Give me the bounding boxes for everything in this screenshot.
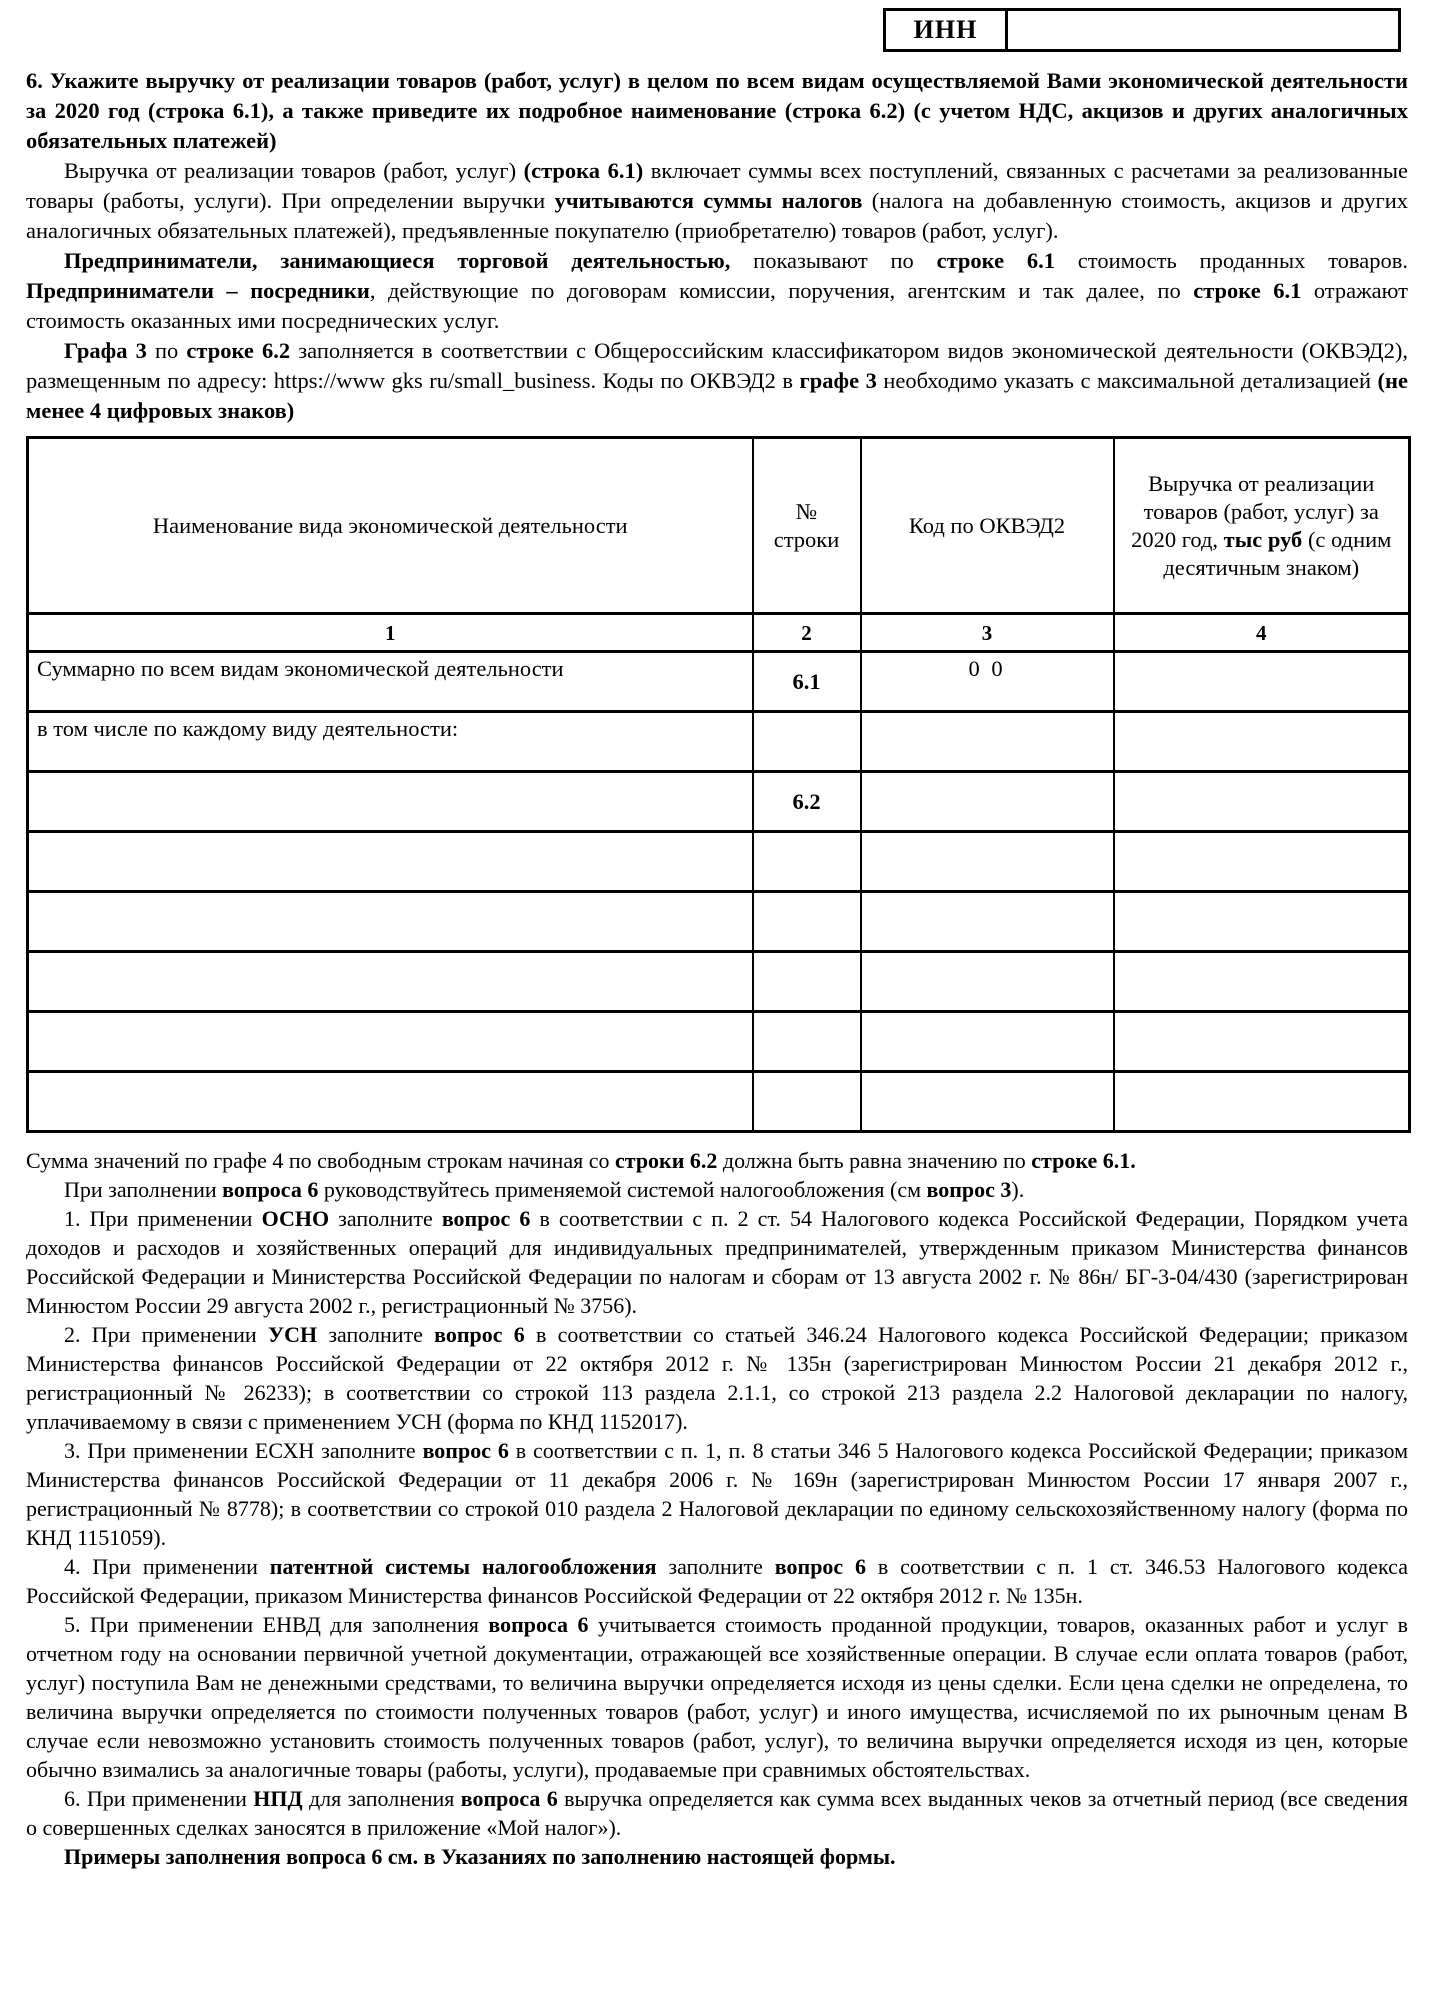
bold-text: УСН [267, 1322, 318, 1347]
document-content [0, 66, 1434, 1871]
okved-code-cell[interactable] [861, 1072, 1114, 1132]
table-row [28, 1072, 1410, 1132]
line-number-cell[interactable] [753, 892, 861, 952]
table-row [28, 832, 1410, 892]
bold-text: строке 6.1 [1193, 278, 1302, 303]
table-header [28, 438, 1410, 652]
text: учитывается стоимость проданной продукции, товаров, оказанных работ и услуг в отчетном году на основании первичной учетной документации, отражающей все хозяйственные операции. В случае если оплата товаров (работ, услуг) поступила Вам не денежными средствами, то величина выручки определяется исходя из цены сделки. Если цена сделки не определена, то величина выручки определяется по стоимости полученных товаров (работ, услуг) и иного имущества, исчисляемой по их рыночным ценам В случае если невозможно установить стоимость полученных товаров (работ, услуг), то величина выручки определяется исходя из цен, которые обычно взимались за аналогичные товары (работы, услуги), продаваемые при сравнимых обстоятельствах. [26, 1612, 1409, 1782]
revenue-value-cell[interactable] [1114, 772, 1410, 832]
okved-code-cell: 0 0 [861, 652, 1114, 712]
activity-name-cell: в том числе по каждому виду деятельности: [28, 712, 753, 772]
inn-box [883, 8, 1401, 52]
revenue-value-cell[interactable] [1114, 652, 1410, 712]
text: руководствуйтесь применяемой системой налогообложения (см [318, 1177, 927, 1202]
table-row [28, 892, 1410, 952]
bold-text: вопрос 6 [441, 1206, 531, 1231]
intro-paragraph-1 [26, 156, 1408, 246]
okved-code-cell[interactable] [861, 892, 1114, 952]
revenue-value-cell[interactable] [1114, 1072, 1410, 1132]
okved-code-cell[interactable] [861, 712, 1114, 772]
text: 3. При применении ЕСХН заполните [64, 1438, 423, 1463]
text: для заполнения [302, 1786, 461, 1811]
table-row [28, 652, 1410, 712]
table-row [28, 772, 1410, 832]
line-number-cell[interactable] [753, 1072, 861, 1132]
note-6-npd [26, 1784, 1408, 1842]
text: отражают стоимость оказанных ими посреднических услуг. [26, 278, 1409, 333]
line-number-cell[interactable] [753, 712, 861, 772]
text: заполняется в соответствии с Общероссийским классификатором видов экономической деятельности (ОКВЭД2), размещенным по адресу: https://www gks ru/small_business. Коды по ОКВЭД2 в [26, 338, 1408, 393]
inn-label: ИНН [886, 11, 1008, 49]
bold-text: строки 6.2 [614, 1148, 718, 1173]
bold-text: (строка 6.1) [523, 158, 644, 183]
header-okved-code: Код по ОКВЭД2 [861, 438, 1114, 614]
okved-code-cell[interactable] [861, 832, 1114, 892]
bold-text: тыс руб [1223, 526, 1303, 552]
column-number-1: 1 [28, 614, 753, 652]
text: выручка определяется как сумма всех выданных чеков за отчетный период (все сведения о совершенных сделках заносятся в приложение «Мой налог»). [26, 1786, 1408, 1840]
line-number-cell: 6.1 [753, 652, 861, 712]
inn-value-field[interactable] [1008, 11, 1398, 49]
line-number-cell: 6.2 [753, 772, 861, 832]
activity-name-cell[interactable] [28, 772, 753, 832]
okved-code-cell[interactable] [861, 772, 1114, 832]
bold-text: строке 6.1. [1031, 1148, 1136, 1173]
question-6-heading [26, 66, 1408, 156]
text: 1. При применении [64, 1206, 262, 1231]
activity-name-cell[interactable] [28, 832, 753, 892]
bold-text: ОСНО [261, 1206, 330, 1231]
note-2-usn [26, 1320, 1408, 1436]
table-header-row [28, 438, 1410, 614]
text: заполните [656, 1554, 775, 1579]
text: 2. При применении [64, 1322, 268, 1347]
note-examples [26, 1842, 1408, 1871]
revenue-value-cell[interactable] [1114, 832, 1410, 892]
text: в соответствии со статьей 346.24 Налогового кодекса Российской Федерации; приказом Министерства финансов Российской Федерации от 22 октября 2012 г. № 135н (зарегистрирован Минюстом России 21 декабря 2012 г., регистрационный № 26233); в соответствии со строкой 113 раздела 2.1.1, со строкой 213 раздела 2.2 Налоговой декларации по налогу, уплачиваемому в связи с применением УСН (форма по КНД 1152017). [26, 1322, 1409, 1434]
bold-text: вопрос 6 [774, 1554, 867, 1579]
text: заполните [317, 1322, 435, 1347]
bold-text: учитываются суммы налогов [554, 188, 863, 213]
note-4-patent [26, 1552, 1408, 1610]
text: показывают по [730, 248, 937, 273]
header-revenue [1114, 438, 1410, 614]
text: , действующие по договорам комиссии, поручения, агентским и так далее, по [369, 278, 1194, 303]
revenue-value-cell[interactable] [1114, 1012, 1410, 1072]
note-3-eshn [26, 1436, 1408, 1552]
okved-code-cell[interactable] [861, 1012, 1114, 1072]
bold-text: вопрос 6 [422, 1438, 509, 1463]
table-row [28, 712, 1410, 772]
revenue-value-cell[interactable] [1114, 712, 1410, 772]
text: Выручка от реализации товаров (работ, услуг) [64, 158, 524, 183]
bold-text: графе 3 [799, 368, 877, 393]
table-row [28, 1012, 1410, 1072]
bold-text: вопроса 6 [460, 1786, 558, 1811]
text: в соответствии с п. 2 ст. 54 Налогового кодекса Российской Федерации, Порядком учета доходов и расходов и хозяйственных операций для индивидуальных предпринимателей, утвержденным приказом Министерства финансов Российской Федерации и Министерства Российской Федерации по налогам и сборам от 13 августа 2002 г. № 86н/ БГ-3-04/430 (зарегистрирован Минюстом России 29 августа 2002 г., регистрационный № 3756). [26, 1206, 1409, 1318]
intro-paragraph-3 [26, 336, 1408, 426]
bold-text: патентной системы налогообложения [269, 1554, 657, 1579]
okved-code-cell[interactable] [861, 952, 1114, 1012]
bold-text: Предприниматели, занимающиеся торговой деятельностью, [64, 248, 731, 273]
activity-revenue-table [26, 436, 1411, 1133]
bold-text: (не менее 4 цифровых знаков) [26, 368, 1408, 423]
header-line-number: № строки [753, 438, 861, 614]
line-number-cell[interactable] [753, 1012, 861, 1072]
text: (налога на добавленную стоимость, акцизов и других аналогичных обязательных платежей), предъявленные покупателю (приобретателю) товаров (работ, услуг). [26, 188, 1408, 243]
text: по [146, 338, 187, 363]
bold-text: Графа 3 [64, 338, 147, 363]
text: 4. При применении [64, 1554, 270, 1579]
bold-text: строке 6.1 [936, 248, 1055, 273]
text: Выручка от реализации товаров (работ, услуг) за 2020 год, [1131, 470, 1379, 552]
activity-name-cell[interactable] [28, 892, 753, 952]
bold-text: Предприниматели – посредники [26, 278, 370, 303]
header-activity-name: Наименование вида экономической деятельности [28, 438, 753, 614]
note-sum-rule [26, 1146, 1408, 1175]
line-number-cell[interactable] [753, 952, 861, 1012]
bold-text: 6. Укажите выручку от реализации товаров (работ, услуг) в целом по всем видам осуществляемой Вами экономической деятельности за 2020 год (строка 6.1), а также приведите их подробное наименование (строка 6.2) (с учетом НДС, акцизов и других аналогичных обязательных платежей) [26, 68, 1408, 153]
text: При заполнении [64, 1177, 223, 1202]
text: должна быть равна значению по [717, 1148, 1032, 1173]
text: необходимо указать с максимальной детализацией [876, 368, 1378, 393]
column-number-3: 3 [861, 614, 1114, 652]
line-number-cell[interactable] [753, 832, 861, 892]
activity-name-cell[interactable] [28, 1072, 753, 1132]
bold-text: вопрос 3 [926, 1177, 1012, 1202]
activity-name-cell[interactable] [28, 1012, 753, 1072]
text: стоимость проданных товаров. [1055, 248, 1408, 273]
text: включает суммы всех поступлений, связанных с расчетами за реализованные товары (работы, услуги). При определении выручки [26, 158, 1408, 213]
bold-text: НПД [253, 1786, 303, 1811]
note-tax-system [26, 1175, 1408, 1204]
bold-text: Примеры заполнения вопроса 6 см. в Указаниях по заполнению настоящей формы. [64, 1844, 896, 1869]
bold-text: строке 6.2 [186, 338, 291, 363]
activity-table-body [28, 652, 1410, 1132]
text: (с одним десятичным знаком) [1163, 526, 1392, 580]
notes-section [26, 1146, 1408, 1871]
text: 5. При применении ЕНВД для заполнения [64, 1612, 489, 1637]
text: в соответствии с п. 1 ст. 346.53 Налогового кодекса Российской Федерации, приказом Министерства финансов Российской Федерации от 22 октября 2012 г. № 135н. [26, 1554, 1408, 1608]
activity-name-cell[interactable] [28, 952, 753, 1012]
bold-text: вопроса 6 [488, 1612, 589, 1637]
column-number-2: 2 [753, 614, 861, 652]
intro-paragraph-2 [26, 246, 1408, 336]
text: заполните [329, 1206, 442, 1231]
text: Сумма значений по графе 4 по свободным строкам начиная со [26, 1148, 615, 1173]
text: в соответствии с п. 1, п. 8 статьи 346 5 Налогового кодекса Российской Федерации; приказом Министерства финансов Российской Федерации от 11 декабря 2006 г. № 169н (зарегистрирован Минюстом России 17 января 2007 г., регистрационный № 8778); в соответствии со строкой 010 раздела 2 Налоговой декларации по единому сельскохозяйственному налогу (форма по КНД 1151059). [26, 1438, 1409, 1550]
table-row [28, 952, 1410, 1012]
bold-text: вопрос 6 [434, 1322, 525, 1347]
activity-name-cell: Суммарно по всем видам экономической деятельности [28, 652, 753, 712]
revenue-value-cell[interactable] [1114, 952, 1410, 1012]
note-5-envd [26, 1610, 1408, 1784]
column-number-4: 4 [1114, 614, 1410, 652]
bold-text: вопроса 6 [222, 1177, 319, 1202]
text: 6. При применении [64, 1786, 254, 1811]
text: ). [1011, 1177, 1025, 1202]
note-1-osno [26, 1204, 1408, 1320]
column-number-row [28, 614, 1410, 652]
revenue-value-cell[interactable] [1114, 892, 1410, 952]
